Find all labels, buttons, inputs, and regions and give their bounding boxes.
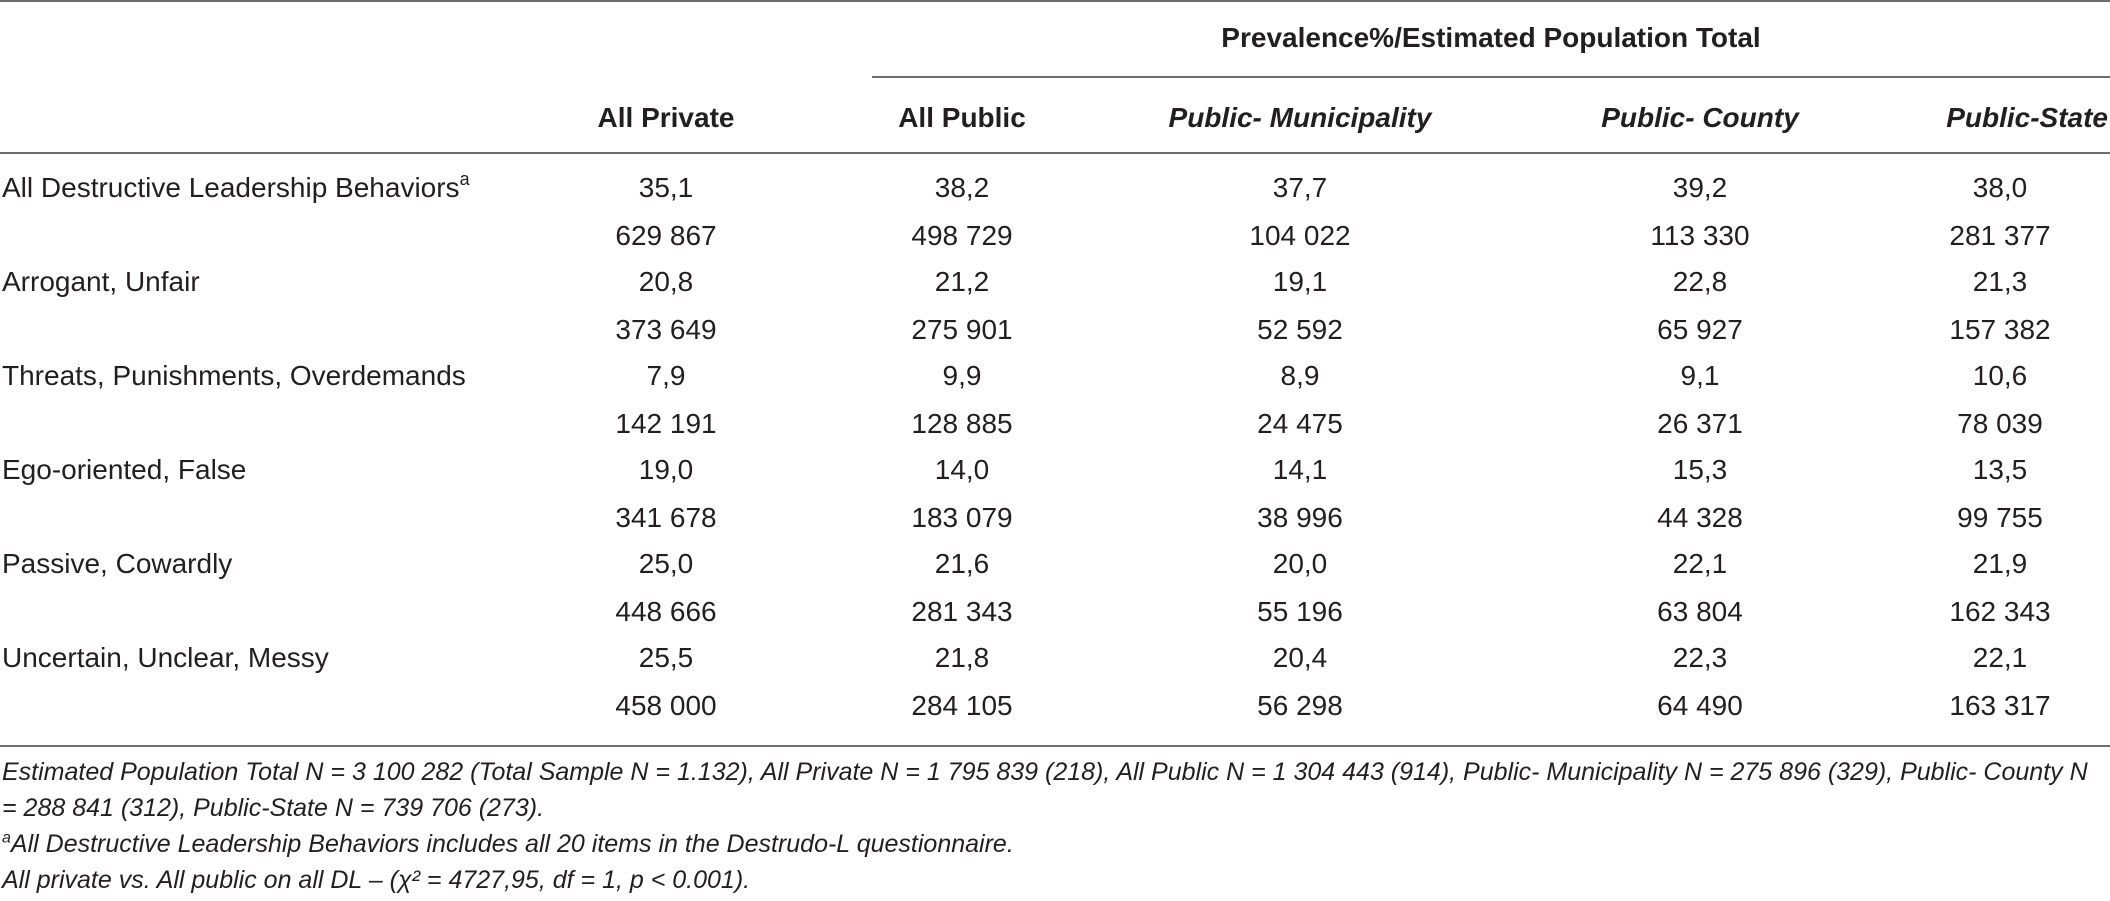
population-total-cell: 24 475: [1257, 408, 1343, 439]
prevalence-cell: 13,5: [1972, 454, 2028, 485]
prevalence-cell: 37,7: [1272, 172, 1328, 203]
footnote-text: All Destructive Leadership Behaviors includes all 20 items in the Destrudo-L questionnaire.: [10, 830, 1014, 858]
population-total-cell: 142 191: [615, 408, 717, 439]
population-total-cell: 629 867: [615, 220, 717, 251]
population-total-cell: 341 678: [615, 502, 717, 533]
col-header-public-municipality: Public- Municipality: [1168, 102, 1432, 133]
population-total-cell: 498 729: [911, 220, 1013, 251]
note-population: Estimated Population Total N = 3 100 282 (Total Sample N = 1.132), All Private N = 1 795 839 (218), All Public N = 1 304 443 (914), Public- Municipality N = 275 896 (329), Public- County N = 288 841 (312), Public-State N = 739 706 (273).: [2, 758, 2088, 822]
population-total-cell: 56 298: [1257, 690, 1343, 721]
row-label: [2, 356, 466, 396]
prevalence-cell: 21,6: [934, 548, 990, 579]
prevalence-cell: 21,2: [934, 266, 990, 297]
population-total-cell: 78 039: [1957, 408, 2043, 439]
population-total-cell: 275 901: [911, 314, 1013, 345]
row-label: [2, 168, 470, 208]
row-label-text: Ego-oriented, False: [2, 454, 247, 485]
prevalence-cell: 9,1: [1680, 360, 1720, 391]
population-total-cell: 65 927: [1657, 314, 1743, 345]
prevalence-cell: 22,8: [1672, 266, 1728, 297]
population-total-cell: 104 022: [1249, 220, 1351, 251]
population-total-cell: 44 328: [1657, 502, 1743, 533]
prevalence-cell: 14,0: [934, 454, 990, 485]
population-total-cell: 113 330: [1650, 220, 1750, 251]
row-label-text: Passive, Cowardly: [2, 548, 233, 579]
table-top-rule: [0, 0, 2110, 2]
prevalence-cell: 39,2: [1672, 172, 1728, 203]
population-total-cell: 448 666: [615, 596, 717, 627]
population-total-cell: 163 317: [1949, 690, 2051, 721]
note-footnote-a: [2, 826, 2108, 862]
prevalence-cell: 19,0: [638, 454, 694, 485]
spanner-header: Prevalence%/Estimated Population Total: [1221, 22, 1761, 53]
population-total-cell: 458 000: [615, 690, 717, 721]
prevalence-cell: 21,9: [1972, 548, 2028, 579]
table-bottom-rule: [0, 745, 2110, 747]
prevalence-cell: 25,5: [638, 642, 694, 673]
prevalence-cell: 21,3: [1972, 266, 2028, 297]
population-total-cell: 64 490: [1657, 690, 1743, 721]
prevalence-cell: 20,0: [1272, 548, 1328, 579]
col-header-all-public: All Public: [898, 102, 1026, 133]
row-label: [2, 544, 232, 584]
prevalence-cell: 22,1: [1972, 642, 2028, 673]
population-total-cell: 38 996: [1257, 502, 1343, 533]
spanner-rule: [872, 76, 2110, 78]
prevalence-cell: 21,8: [934, 642, 990, 673]
population-total-cell: 281 377: [1949, 220, 2051, 251]
population-total-cell: 162 343: [1949, 596, 2051, 627]
prevalence-cell: 20,8: [638, 266, 694, 297]
population-total-cell: 55 196: [1257, 596, 1343, 627]
row-label: [2, 638, 329, 678]
prevalence-cell: 38,2: [934, 172, 990, 203]
col-header-public-county: Public- County: [1601, 102, 1799, 133]
note-chi-square: All private vs. All public on all DL – (χ² = 4727,95, df = 1, p < 0.001).: [2, 866, 751, 894]
col-header-public-state: Public-State: [1946, 102, 2108, 133]
col-header-all-private: All Private: [597, 102, 735, 133]
row-label-text: Threats, Punishments, Overdemands: [2, 360, 466, 391]
prevalence-cell: 10,6: [1972, 360, 2028, 391]
population-total-cell: 63 804: [1657, 596, 1743, 627]
row-label-text: Uncertain, Unclear, Messy: [2, 642, 329, 673]
row-label-footnote-marker: a: [459, 168, 470, 189]
footnote-marker: a: [2, 829, 11, 847]
prevalence-cell: 19,1: [1272, 266, 1328, 297]
table-notes: [2, 754, 2108, 898]
population-total-cell: 183 079: [911, 502, 1013, 533]
population-total-cell: 284 105: [911, 690, 1013, 721]
population-total-cell: 52 592: [1257, 314, 1343, 345]
prevalence-cell: 15,3: [1672, 454, 1728, 485]
population-total-cell: 281 343: [911, 596, 1013, 627]
prevalence-cell: 14,1: [1272, 454, 1328, 485]
prevalence-cell: 9,9: [942, 360, 982, 391]
row-label-text: Arrogant, Unfair: [2, 266, 200, 297]
population-total-cell: 128 885: [911, 408, 1013, 439]
population-total-cell: 26 371: [1657, 408, 1743, 439]
row-label: [2, 450, 246, 490]
row-label: [2, 262, 200, 302]
prevalence-cell: 35,1: [638, 172, 694, 203]
population-total-cell: 373 649: [615, 314, 717, 345]
prevalence-cell: 22,1: [1672, 548, 1728, 579]
prevalence-cell: 25,0: [638, 548, 694, 579]
header-bottom-rule: [0, 152, 2110, 154]
prevalence-cell: 20,4: [1272, 642, 1328, 673]
population-total-cell: 157 382: [1949, 314, 2051, 345]
prevalence-cell: 22,3: [1672, 642, 1728, 673]
row-label-text: All Destructive Leadership Behaviors: [2, 172, 460, 203]
prevalence-cell: 38,0: [1972, 172, 2028, 203]
prevalence-cell: 7,9: [646, 360, 686, 391]
population-total-cell: 99 755: [1957, 502, 2043, 533]
prevalence-cell: 8,9: [1280, 360, 1320, 391]
